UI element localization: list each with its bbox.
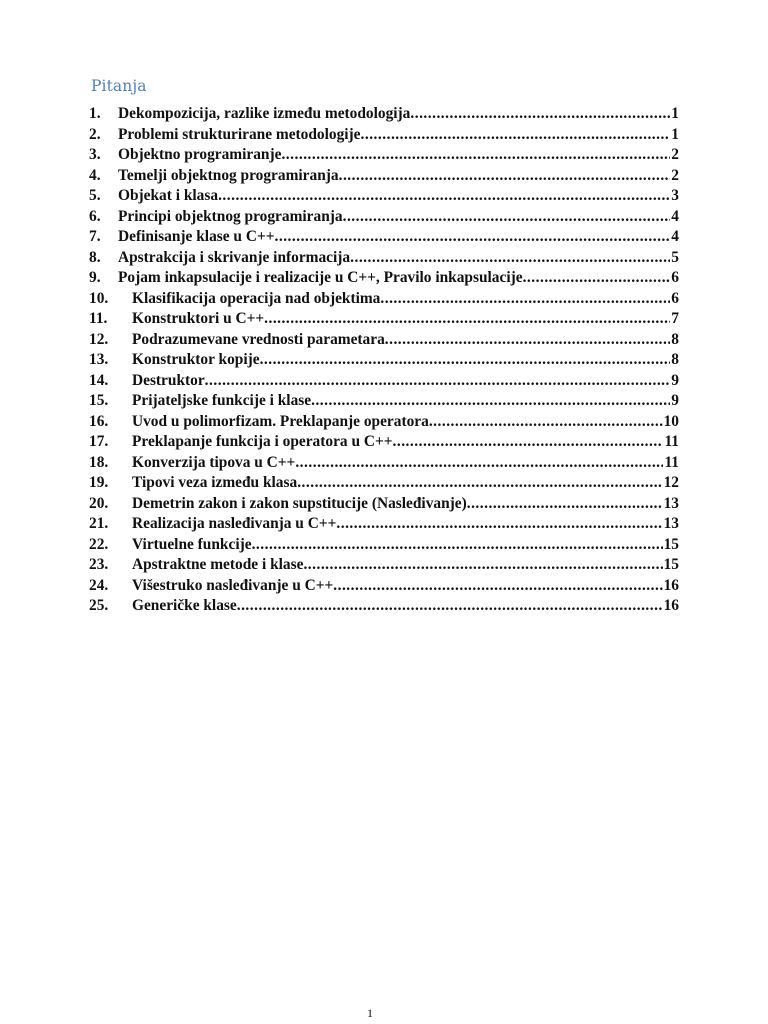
toc-entry[interactable]: [89, 412, 679, 433]
toc-entry-number: 9.: [89, 269, 101, 286]
toc-dot-leader: [380, 289, 670, 310]
toc-entry-page-number: 9: [671, 392, 679, 409]
toc-entry-title: Konstruktor kopije: [132, 351, 260, 368]
toc-entry-title: Tipovi veza između klasa: [132, 474, 298, 491]
toc-entry-page-number: 13: [663, 494, 679, 512]
toc-entry-number: 4.: [89, 166, 101, 184]
toc-entry-page-number: 7: [671, 310, 679, 327]
toc-entry-number: 18.: [89, 453, 109, 471]
toc-entry[interactable]: [89, 473, 679, 494]
toc-dot-leader: [336, 514, 662, 535]
toc-entry-page-number: 15: [663, 556, 679, 573]
toc-entry-page-number: 1: [671, 125, 679, 143]
toc-entry-page-number: 9: [671, 371, 679, 389]
toc-entry-number: 17.: [89, 433, 109, 450]
toc-entry-title: Definisanje klase u C++: [118, 228, 275, 245]
toc-entry-number: 24.: [89, 576, 109, 594]
toc-entry-page-number: 8: [671, 330, 679, 348]
toc-entry-page-number: 15: [663, 535, 679, 553]
toc-entry-title: Podrazumevane vrednosti parametara: [132, 330, 385, 348]
toc-entry[interactable]: [89, 514, 679, 535]
toc-entry-page-number: 13: [663, 515, 679, 532]
toc-entry-number: 14.: [89, 371, 109, 389]
toc-dot-leader: [361, 125, 671, 146]
toc-entry-number: 20.: [89, 494, 109, 512]
toc-entry[interactable]: [89, 104, 679, 125]
toc-dot-leader: [429, 412, 663, 433]
toc-entry-title: Objekat i klasa: [118, 187, 219, 204]
toc-entry-title: Višestruko nasleđivanje u C++: [132, 576, 334, 594]
table-of-contents: [89, 104, 679, 617]
toc-entry-title: Destruktor: [132, 371, 205, 389]
toc-dot-leader: [237, 596, 663, 617]
toc-dot-leader: [467, 494, 663, 515]
toc-entry[interactable]: [89, 371, 679, 392]
page-number-footer: 1: [367, 1006, 373, 1020]
toc-entry[interactable]: [89, 350, 679, 371]
toc-entry[interactable]: [89, 494, 679, 515]
toc-entry-page-number: 16: [663, 597, 679, 614]
toc-entry-title: Apstraktne metode i klase: [132, 556, 304, 573]
toc-dot-leader: [385, 330, 671, 351]
toc-entry-number: 6.: [89, 207, 101, 225]
toc-dot-leader: [218, 186, 670, 207]
toc-entry-number: 12.: [89, 330, 109, 348]
toc-entry-number: 11.: [89, 310, 108, 327]
toc-dot-leader: [275, 227, 671, 248]
toc-entry-number: 25.: [89, 597, 109, 614]
toc-dot-leader: [333, 576, 662, 597]
toc-entry-page-number: 1: [671, 105, 679, 122]
toc-entry-title: Klasifikacija operacija nad objektima: [132, 289, 381, 307]
toc-entry[interactable]: [89, 555, 679, 576]
toc-entry[interactable]: [89, 596, 679, 617]
toc-entry-page-number: 6: [671, 289, 679, 307]
toc-dot-leader: [260, 350, 671, 371]
toc-entry-number: 7.: [89, 228, 101, 245]
toc-entry-page-number: 4: [671, 207, 679, 225]
toc-dot-leader: [205, 371, 671, 392]
toc-dot-leader: [339, 166, 671, 187]
toc-entry[interactable]: [89, 145, 679, 166]
toc-entry[interactable]: [89, 207, 679, 228]
toc-entry-title: Objektno programiranje: [118, 146, 282, 163]
toc-entry-title: Problemi strukturirane metodologije: [118, 125, 361, 143]
toc-entry-title: Pojam inkapsulacije i realizacije u C++, Pravilo inkapsulacije: [118, 269, 523, 286]
toc-entry-number: 15.: [89, 392, 109, 409]
toc-entry-page-number: 8: [671, 351, 679, 368]
toc-entry-number: 1.: [89, 105, 101, 122]
toc-entry-number: 3.: [89, 146, 101, 163]
toc-entry-number: 16.: [89, 412, 109, 430]
toc-entry-title: Konverzija tipova u C++: [132, 453, 296, 471]
toc-entry[interactable]: [89, 391, 679, 412]
toc-entry-number: 8.: [89, 248, 101, 266]
toc-dot-leader: [343, 207, 671, 228]
toc-entry[interactable]: [89, 289, 679, 310]
toc-entry[interactable]: [89, 535, 679, 556]
toc-entry[interactable]: [89, 268, 679, 289]
toc-dot-leader: [297, 473, 662, 494]
toc-dot-leader: [393, 432, 664, 453]
toc-entry[interactable]: [89, 125, 679, 146]
toc-entry-title: Principi objektnog programiranja: [118, 207, 343, 225]
toc-entry-page-number: 11: [664, 433, 679, 450]
toc-entry[interactable]: [89, 330, 679, 351]
toc-entry-title: Realizacija nasleđivanja u C++: [132, 515, 337, 532]
toc-entry-page-number: 4: [671, 228, 679, 245]
toc-dot-leader: [410, 104, 670, 125]
toc-dot-leader: [523, 268, 671, 289]
toc-entry-title: Virtuelne funkcije: [132, 535, 252, 553]
toc-entry[interactable]: [89, 166, 679, 187]
toc-entry[interactable]: [89, 453, 679, 474]
toc-entry-page-number: 12: [663, 474, 679, 491]
toc-entry[interactable]: [89, 432, 679, 453]
toc-entry-title: Temelji objektnog programiranja: [118, 166, 339, 184]
toc-dot-leader: [295, 453, 663, 474]
toc-entry-page-number: 10: [663, 412, 679, 430]
toc-entry-title: Dekompozicija, razlike između metodologija: [118, 105, 411, 122]
toc-entry-title: Prijateljske funkcije i klase: [132, 392, 312, 409]
toc-entry-page-number: 16: [663, 576, 679, 594]
toc-entry-number: 10.: [89, 289, 109, 307]
toc-entry-title: Generičke klase: [132, 597, 237, 614]
toc-entry-title: Konstruktori u C++: [132, 310, 265, 327]
toc-entry-page-number: 3: [671, 187, 679, 204]
toc-entry-number: 21.: [89, 515, 109, 532]
toc-dot-leader: [350, 248, 670, 269]
toc-entry[interactable]: [89, 227, 679, 248]
toc-dot-leader: [311, 391, 670, 412]
toc-entry[interactable]: [89, 576, 679, 597]
toc-entry-title: Demetrin zakon i zakon supstitucije (Nasleđivanje): [132, 494, 467, 512]
toc-entry-title: Uvod u polimorfizam. Preklapanje operatora: [132, 412, 429, 430]
toc-entry-title: Preklapanje funkcija i operatora u C++: [132, 433, 393, 450]
toc-entry-number: 13.: [89, 351, 109, 368]
toc-entry-number: 23.: [89, 556, 109, 573]
toc-dot-leader: [264, 309, 670, 330]
toc-dot-leader: [281, 145, 670, 166]
toc-entry[interactable]: [89, 309, 679, 330]
toc-entry-page-number: 5: [671, 248, 679, 266]
toc-dot-leader: [303, 555, 662, 576]
toc-entry-number: 19.: [89, 474, 109, 491]
toc-entry-page-number: 6: [671, 269, 679, 286]
toc-entry-number: 22.: [89, 535, 109, 553]
toc-entry-page-number: 11: [664, 453, 679, 471]
toc-entry-title: Apstrakcija i skrivanje informacija: [118, 248, 351, 266]
toc-entry[interactable]: [89, 248, 679, 269]
toc-entry-page-number: 2: [671, 146, 679, 163]
toc-entry-number: 2.: [89, 125, 101, 143]
toc-dot-leader: [252, 535, 663, 556]
toc-entry-page-number: 2: [671, 166, 679, 184]
toc-entry[interactable]: [89, 186, 679, 207]
toc-entry-number: 5.: [89, 187, 101, 204]
toc-heading: Pitanja: [91, 77, 147, 95]
